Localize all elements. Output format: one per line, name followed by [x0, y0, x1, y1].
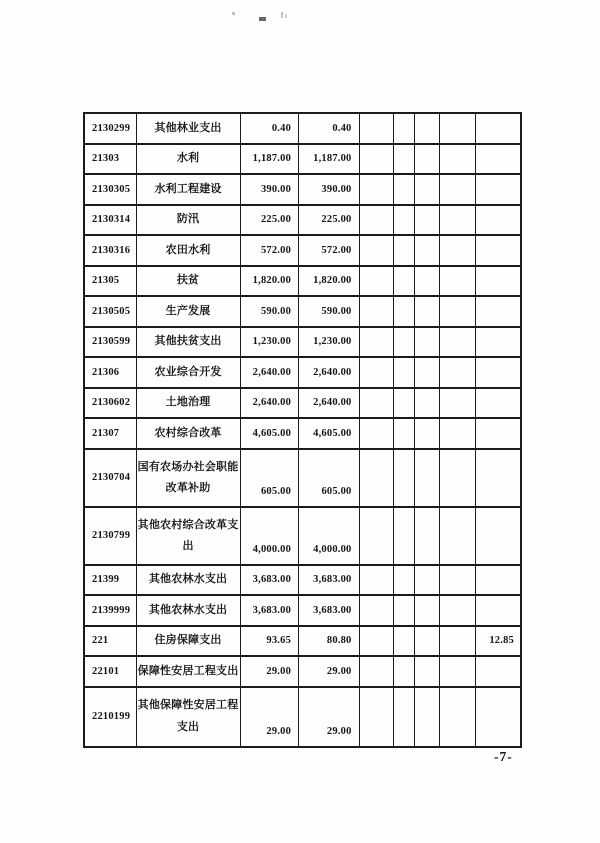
empty-cell-4	[440, 419, 477, 448]
amount-finance-cell: 0.40	[299, 114, 359, 143]
item-name-cell	[137, 627, 241, 656]
budget-code-cell: 22101	[85, 657, 137, 686]
empty-cell-4	[440, 508, 477, 564]
empty-cell-1	[360, 688, 395, 746]
amount-finance-cell: 29.00	[299, 657, 359, 686]
amount-finance-cell: 29.00	[299, 688, 359, 746]
item-name-line1: 其他保障性安居工程	[137, 699, 239, 711]
last-amount-cell	[476, 114, 520, 143]
empty-cell-4	[440, 657, 477, 686]
item-name-cell	[137, 358, 241, 387]
item-name-cell	[137, 114, 241, 143]
item-name-line1: 生产发展	[165, 304, 211, 317]
empty-cell-2	[394, 206, 415, 235]
empty-cell-1	[360, 236, 395, 265]
scan-noise-speck	[281, 12, 283, 18]
table-row	[85, 114, 520, 145]
amount-total-cell: 225.00	[241, 206, 300, 235]
empty-cell-2	[394, 508, 415, 564]
empty-cell-2	[394, 389, 415, 418]
amount-total-cell: 1,187.00	[241, 145, 300, 174]
item-name-cell	[137, 596, 241, 625]
item-name-line1: 其他农林水支出	[148, 573, 228, 586]
scan-noise-speck	[285, 14, 287, 18]
empty-cell-3	[415, 627, 440, 656]
amount-total-cell: 29.00	[241, 657, 300, 686]
empty-cell-4	[440, 328, 477, 357]
last-amount-cell	[476, 175, 520, 204]
budget-code-cell: 2139999	[85, 596, 137, 625]
table-row	[85, 419, 520, 450]
item-name-cell	[137, 389, 241, 418]
empty-cell-1	[360, 508, 395, 564]
last-amount-cell	[476, 236, 520, 265]
amount-total-cell: 590.00	[241, 297, 300, 326]
table-row	[85, 627, 520, 658]
empty-cell-2	[394, 267, 415, 296]
amount-total-cell: 29.00	[241, 688, 299, 746]
empty-cell-3	[415, 419, 440, 448]
last-amount-cell	[476, 566, 520, 595]
empty-cell-1	[360, 267, 395, 296]
budget-code-cell: 2210199	[85, 688, 137, 746]
amount-finance-cell: 572.00	[299, 236, 359, 265]
empty-cell-2	[394, 358, 415, 387]
empty-cell-2	[394, 297, 415, 326]
item-name-line1: 土地治理	[165, 396, 211, 409]
empty-cell-2	[394, 145, 415, 174]
budget-code-cell: 2130799	[85, 508, 137, 564]
table-row	[85, 596, 520, 627]
empty-cell-3	[415, 267, 440, 296]
amount-finance-cell: 3,683.00	[299, 596, 359, 625]
last-amount-cell	[476, 688, 520, 746]
empty-cell-2	[394, 236, 415, 265]
budget-code-cell: 221	[85, 627, 137, 656]
item-name-cell	[137, 267, 241, 296]
empty-cell-3	[415, 297, 440, 326]
item-name-line1: 水利工程建设	[154, 182, 222, 195]
table-row	[85, 236, 520, 267]
last-amount-cell	[476, 328, 520, 357]
item-name-line1: 国有农场办社会职能	[137, 460, 239, 473]
item-name-line1: 其他扶贫支出	[154, 335, 222, 348]
amount-finance-cell: 3,683.00	[299, 566, 359, 595]
amount-total-cell: 0.40	[241, 114, 300, 143]
page-number: -7-	[494, 749, 513, 764]
item-name-cell	[137, 175, 241, 204]
table-row	[85, 508, 520, 566]
empty-cell-3	[415, 175, 440, 204]
last-amount-cell	[476, 297, 520, 326]
empty-cell-3	[415, 145, 440, 174]
table-row	[85, 389, 520, 420]
item-name-line1: 水利	[176, 152, 200, 165]
empty-cell-1	[360, 566, 395, 595]
table-row	[85, 358, 520, 389]
item-name-cell	[137, 508, 241, 564]
last-amount-cell	[476, 419, 520, 448]
item-name-line2: 改革补助	[165, 481, 211, 494]
item-name-cell	[137, 145, 241, 174]
item-name-line1: 农田水利	[165, 243, 211, 256]
last-amount-cell	[476, 206, 520, 235]
item-name-line1: 农村综合改革	[154, 426, 222, 439]
item-name-line1: 其他农林水支出	[148, 603, 228, 616]
empty-cell-1	[360, 358, 395, 387]
empty-cell-3	[415, 657, 440, 686]
amount-total-cell: 1,820.00	[241, 267, 300, 296]
empty-cell-1	[360, 175, 395, 204]
amount-total-cell: 572.00	[241, 236, 300, 265]
empty-cell-4	[440, 358, 477, 387]
empty-cell-4	[440, 236, 477, 265]
empty-cell-2	[394, 596, 415, 625]
item-name-line1: 防汛	[176, 213, 200, 226]
budget-code-cell: 2130314	[85, 206, 137, 235]
budget-code-cell: 2130316	[85, 236, 137, 265]
amount-total-cell: 2,640.00	[241, 358, 300, 387]
budget-code-cell: 2130602	[85, 389, 137, 418]
amount-total-cell: 3,683.00	[241, 596, 300, 625]
empty-cell-4	[440, 114, 477, 143]
table-row	[85, 297, 520, 328]
item-name-cell	[137, 688, 241, 746]
budget-table-body	[85, 114, 520, 746]
empty-cell-2	[394, 175, 415, 204]
budget-code-cell: 21399	[85, 566, 137, 595]
empty-cell-3	[415, 389, 440, 418]
item-name-line1: 其他林业支出	[154, 121, 222, 134]
last-amount-cell: 12.85	[489, 635, 514, 647]
empty-cell-1	[360, 657, 395, 686]
item-name-cell	[137, 236, 241, 265]
amount-total-cell: 4,605.00	[241, 419, 300, 448]
empty-cell-1	[360, 297, 395, 326]
budget-code-cell: 2130305	[85, 175, 137, 204]
empty-cell-4	[440, 627, 477, 656]
amount-finance-cell: 80.80	[299, 627, 359, 656]
amount-finance-cell: 1,820.00	[299, 267, 359, 296]
empty-cell-4	[440, 566, 477, 595]
amount-total-cell: 3,683.00	[241, 566, 300, 595]
amount-finance-cell: 4,605.00	[299, 419, 359, 448]
last-amount-cell	[476, 389, 520, 418]
table-row	[85, 450, 520, 508]
empty-cell-3	[415, 508, 440, 564]
budget-code-cell: 21305	[85, 267, 137, 296]
empty-cell-3	[415, 206, 440, 235]
item-name-cell	[137, 566, 241, 595]
last-amount-cell	[476, 358, 520, 387]
empty-cell-3	[415, 688, 440, 746]
amount-total-cell: 390.00	[241, 175, 300, 204]
amount-finance-cell: 590.00	[299, 297, 359, 326]
empty-cell-3	[415, 236, 440, 265]
item-name-line1: 住房保障支出	[154, 634, 222, 647]
empty-cell-4	[440, 297, 477, 326]
empty-cell-1	[360, 627, 395, 656]
last-amount-cell	[476, 657, 520, 686]
budget-code-cell: 2130299	[85, 114, 137, 143]
amount-finance-cell: 1,230.00	[299, 328, 359, 357]
amount-total-cell: 2,640.00	[241, 389, 300, 418]
amount-total-cell: 605.00	[241, 450, 299, 506]
last-amount-cell	[476, 145, 520, 174]
table-row	[85, 566, 520, 597]
empty-cell-4	[440, 450, 477, 506]
empty-cell-4	[440, 145, 477, 174]
amount-total-cell: 4,000.00	[241, 508, 299, 564]
empty-cell-3	[415, 328, 440, 357]
empty-cell-1	[360, 328, 395, 357]
item-name-cell	[137, 419, 241, 448]
empty-cell-3	[415, 450, 440, 506]
empty-cell-2	[394, 627, 415, 656]
item-name-line2: 支出	[176, 721, 200, 733]
last-amount-cell	[476, 450, 520, 506]
table-row	[85, 175, 520, 206]
item-name-line1: 其他农村综合改革支	[137, 518, 239, 531]
empty-cell-1	[360, 145, 395, 174]
item-name-cell	[137, 297, 241, 326]
empty-cell-2	[394, 566, 415, 595]
scan-noise-speck	[232, 12, 235, 15]
empty-cell-4	[440, 596, 477, 625]
amount-finance-cell: 2,640.00	[299, 358, 359, 387]
empty-cell-4	[440, 175, 477, 204]
scan-noise-speck	[259, 17, 266, 21]
empty-cell-3	[415, 596, 440, 625]
table-row	[85, 688, 520, 746]
amount-finance-cell: 605.00	[299, 450, 359, 506]
table-row	[85, 657, 520, 688]
empty-cell-4	[440, 389, 477, 418]
item-name-cell	[137, 328, 241, 357]
empty-cell-4	[440, 267, 477, 296]
budget-code-cell: 2130505	[85, 297, 137, 326]
table-row	[85, 267, 520, 298]
empty-cell-2	[394, 450, 415, 506]
amount-finance-cell: 4,000.00	[299, 508, 359, 564]
empty-cell-2	[394, 688, 415, 746]
empty-cell-2	[394, 114, 415, 143]
empty-cell-4	[440, 688, 477, 746]
budget-code-cell: 2130704	[85, 450, 137, 506]
amount-finance-cell: 225.00	[299, 206, 359, 235]
budget-code-cell: 21307	[85, 419, 137, 448]
empty-cell-1	[360, 389, 395, 418]
empty-cell-2	[394, 419, 415, 448]
empty-cell-1	[360, 596, 395, 625]
item-name-cell	[137, 450, 241, 506]
empty-cell-3	[415, 358, 440, 387]
last-amount-cell	[476, 508, 520, 564]
empty-cell-2	[394, 328, 415, 357]
budget-code-cell: 21306	[85, 358, 137, 387]
item-name-cell	[137, 657, 241, 686]
empty-cell-1	[360, 114, 395, 143]
empty-cell-3	[415, 114, 440, 143]
amount-finance-cell: 390.00	[299, 175, 359, 204]
table-row	[85, 328, 520, 359]
amount-finance-cell: 1,187.00	[299, 145, 359, 174]
item-name-line1: 保障性安居工程支出	[137, 664, 239, 677]
item-name-line2: 出	[182, 539, 194, 552]
item-name-line1: 农业综合开发	[154, 365, 222, 378]
budget-table	[83, 112, 522, 748]
empty-cell-1	[360, 206, 395, 235]
amount-total-cell: 93.65	[241, 627, 300, 656]
empty-cell-3	[415, 566, 440, 595]
item-name-line1: 扶贫	[176, 274, 200, 287]
last-amount-cell	[476, 596, 520, 625]
table-row	[85, 206, 520, 237]
empty-cell-4	[440, 206, 477, 235]
budget-code-cell: 2130599	[85, 328, 137, 357]
amount-total-cell: 1,230.00	[241, 328, 300, 357]
empty-cell-1	[360, 450, 395, 506]
table-row	[85, 145, 520, 176]
amount-finance-cell: 2,640.00	[299, 389, 359, 418]
last-amount-cell	[476, 267, 520, 296]
budget-code-cell: 21303	[85, 145, 137, 174]
empty-cell-2	[394, 657, 415, 686]
item-name-cell	[137, 206, 241, 235]
empty-cell-1	[360, 419, 395, 448]
